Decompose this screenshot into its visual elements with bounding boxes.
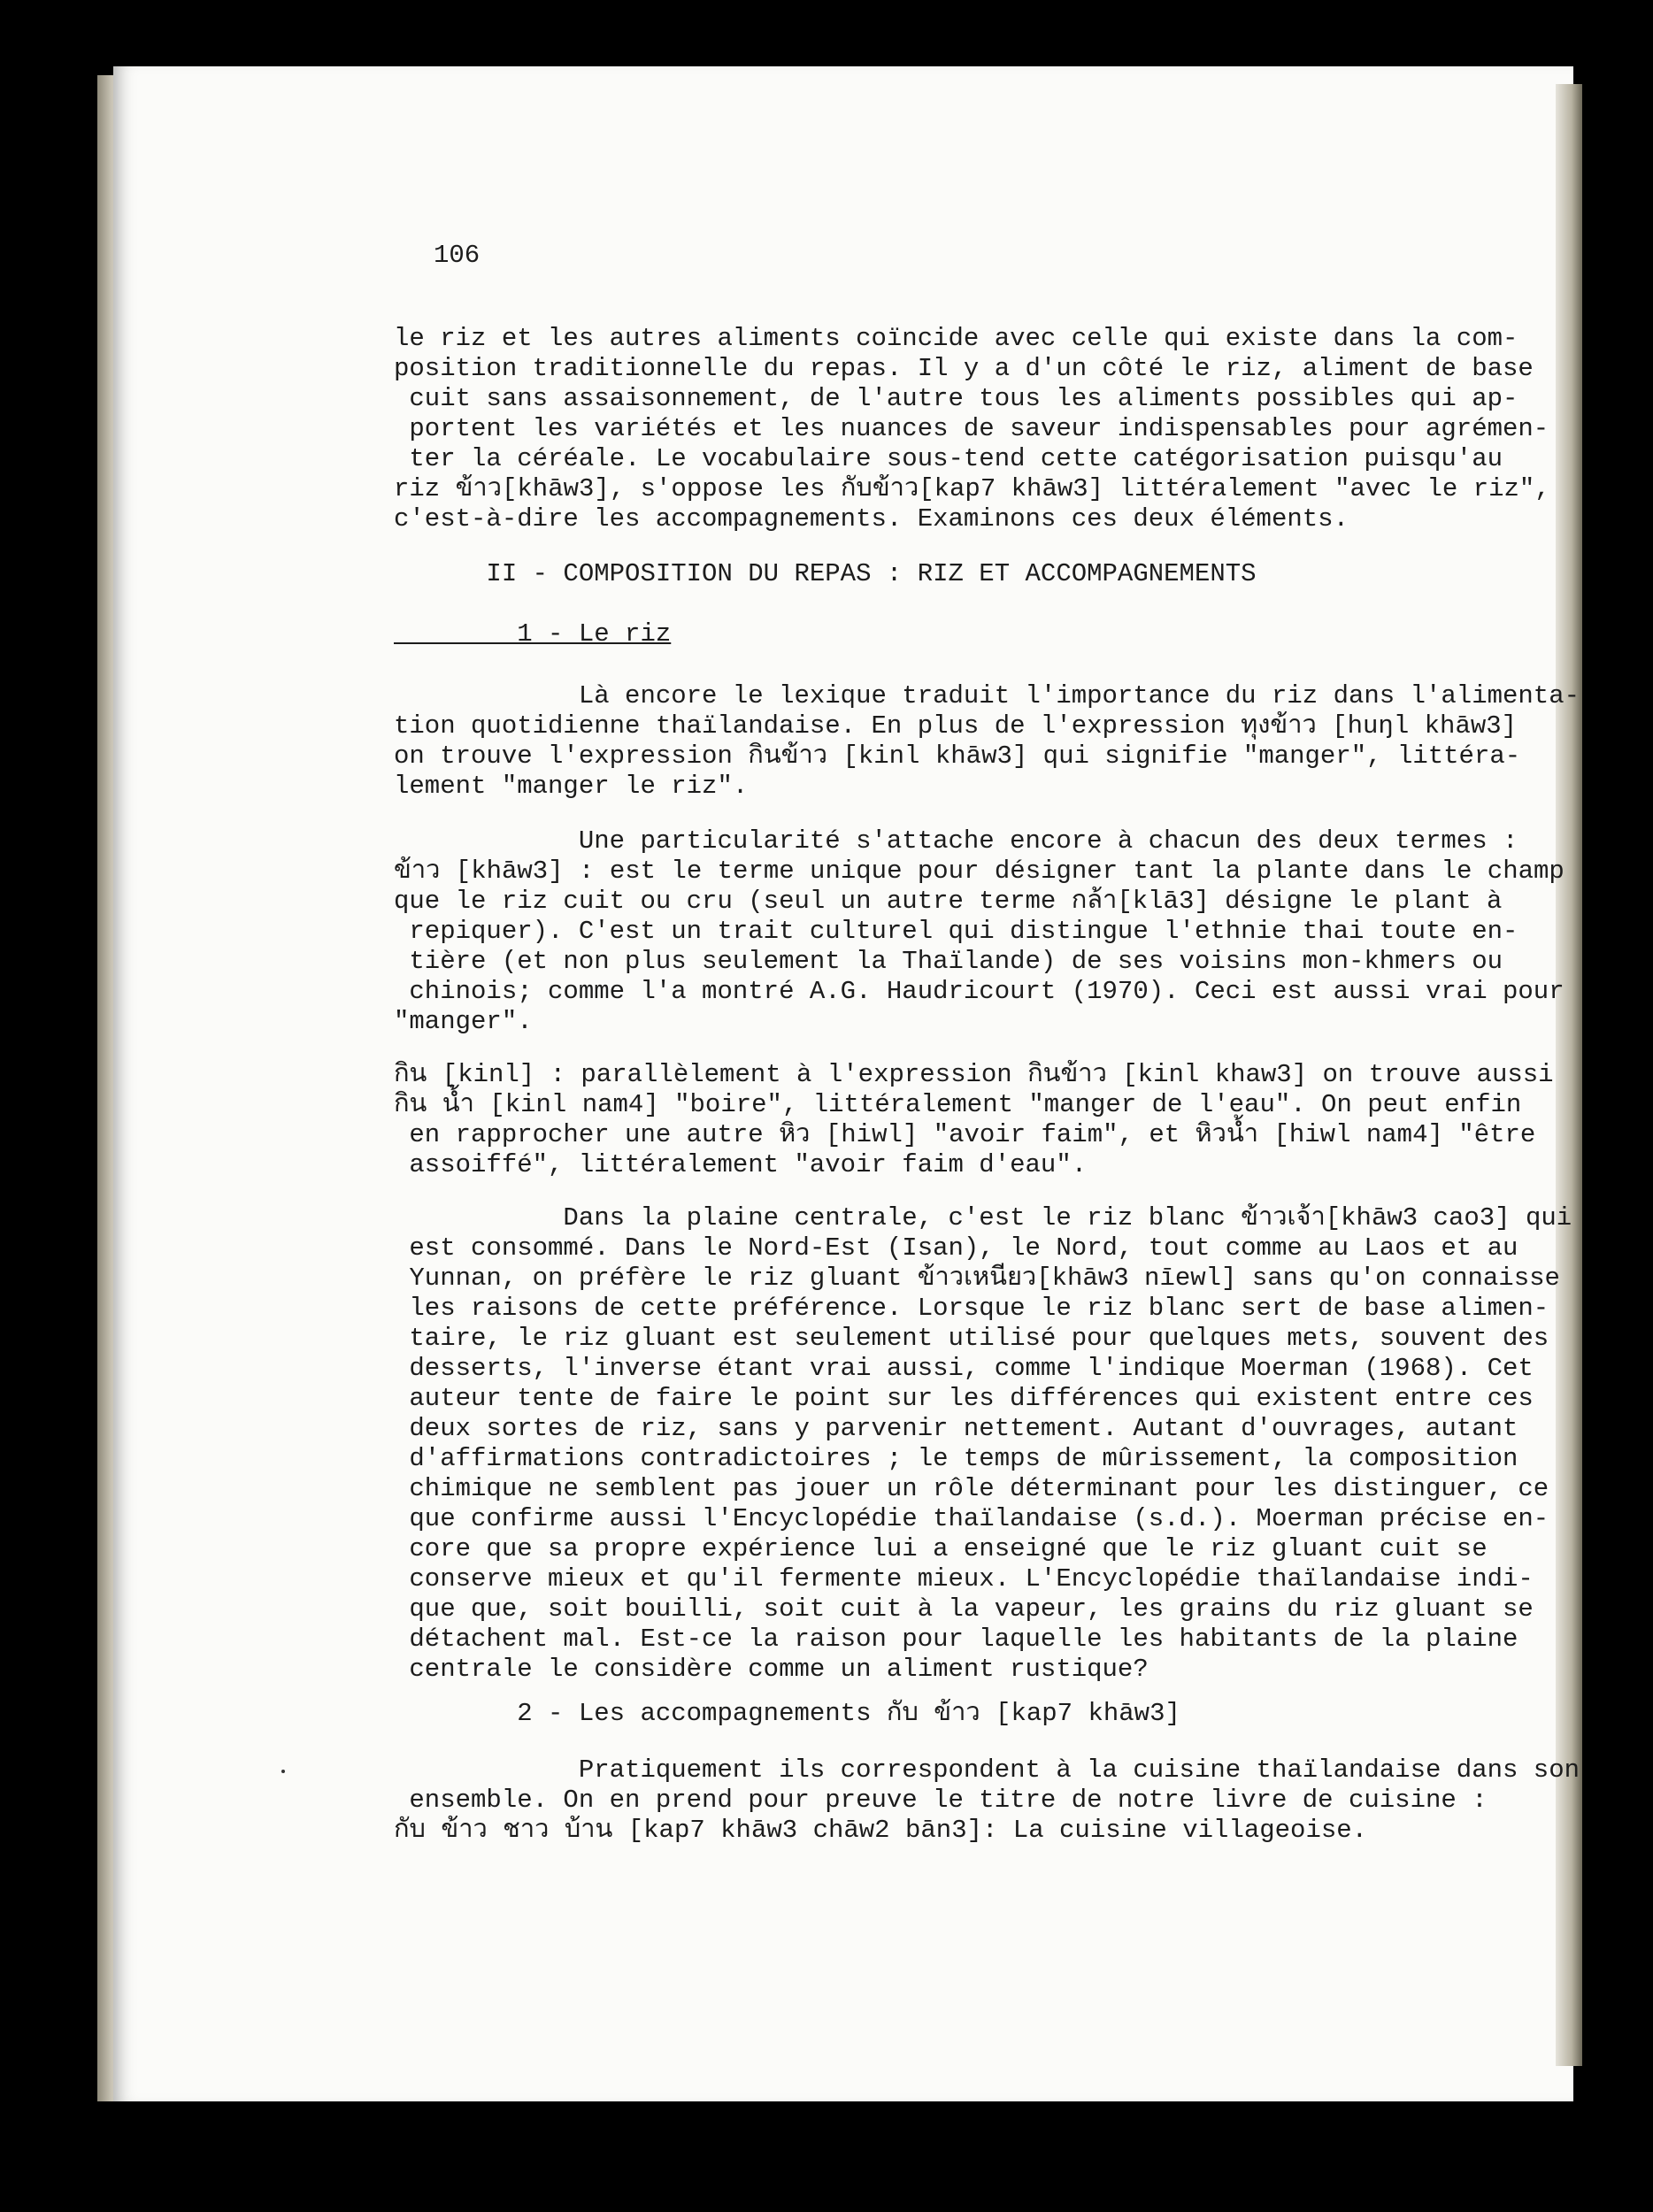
text-line: cuit sans assaisonnement, de l'autre tous les aliments possibles qui ap- [394, 384, 1518, 413]
text-line: taire, le riz gluant est seulement utilisé pour quelques mets, souvent des [394, 1324, 1549, 1353]
text-line: กิน [kinl] : parallèlement à l'expression กินข้าว [kinl khaw3] on trouve aussi [394, 1060, 1554, 1089]
text-line: tière (et non plus seulement la Thaïlande) de ses voisins mon-khmers ou [394, 947, 1503, 976]
text-line: centrale le considère comme un aliment rustique? [394, 1655, 1149, 1684]
text-line: Yunnan, on préfère le riz gluant ข้าวเหนียว[khāw3 nīewl] sans qu'on connaisse [394, 1263, 1560, 1293]
text-line: กิน น้ำ [kinl nam4] "boire", littéralement "manger de l'eau". On peut enfin [394, 1090, 1522, 1119]
stray-mark [281, 1770, 285, 1773]
text-line: conserve mieux et qu'il fermente mieux. L'Encyclopédie thaïlandaise indi- [394, 1564, 1534, 1594]
text-line: tion quotidienne thaïlandaise. En plus de l'expression ทุงข้าว [huŋl khāw3] [394, 711, 1518, 741]
subheading-le-riz: 1 - Le riz [394, 619, 672, 649]
text-line: les raisons de cette préférence. Lorsque le riz blanc sert de base alimen- [394, 1294, 1549, 1323]
text-line: riz ข้าว[khāw3], s'oppose les กับข้าว[kap7 khāw3] littéralement "avec le riz", [394, 474, 1550, 503]
text-line: Une particularité s'attache encore à chacun des deux termes : [394, 826, 1518, 856]
text-line: détachent mal. Est-ce la raison pour laquelle les habitants de la plaine [394, 1624, 1518, 1654]
text-line: que que, soit bouilli, soit cuit à la vapeur, les grains du riz gluant se [394, 1594, 1534, 1624]
text-line: d'affirmations contradictoires ; le temps de mûrissement, la composition [394, 1444, 1518, 1473]
text-line: en rapprocher une autre หิว [hiwl] "avoir faim", et หิวน้ำ [hiwl nam4] "être [394, 1120, 1536, 1149]
subheading-accompagnements: 2 - Les accompagnements กับ ข้าว [kap7 khāw3] [394, 1699, 1180, 1728]
text-line: le riz et les autres aliments coïncide avec celle qui existe dans la com- [394, 324, 1518, 353]
text-line: Pratiquement ils correspondent à la cuisine thaïlandaise dans son [394, 1755, 1580, 1785]
text-line: position traditionnelle du repas. Il y a d'un côté le riz, aliment de base [394, 354, 1534, 383]
text-line: ensemble. On en prend pour preuve le titre de notre livre de cuisine : [394, 1786, 1488, 1815]
text-line: lement "manger le riz". [394, 772, 749, 801]
text-line: c'est-à-dire les accompagnements. Examinons ces deux éléments. [394, 504, 1349, 534]
text-line: on trouve l'expression กินข้าว [kinl khāw3] qui signifie "manger", littéra- [394, 741, 1521, 771]
text-line: chinois; comme l'a montré A.G. Haudricourt (1970). Ceci est aussi vrai pour [394, 977, 1565, 1006]
text-line: repiquer). C'est un trait culturel qui distingue l'ethnie thai toute en- [394, 917, 1518, 946]
page-number: 106 [434, 241, 481, 270]
text-line: auteur tente de faire le point sur les différences qui existent entre ces [394, 1384, 1534, 1413]
text-line: Là encore le lexique traduit l'importance du riz dans l'alimenta- [394, 681, 1580, 710]
text-line: ter la céréale. Le vocabulaire sous-tend cette catégorisation puisqu'au [394, 444, 1503, 473]
text-line: core que sa propre expérience lui a enseigné que le riz gluant cuit se [394, 1534, 1488, 1563]
text-line: ข้าว [khāw3] : est le terme unique pour désigner tant la plante dans le champ [394, 856, 1565, 886]
text-line: que confirme aussi l'Encyclopédie thaïlandaise (s.d.). Moerman précise en- [394, 1504, 1549, 1533]
text-line: กับ ข้าว ชาว บ้าน [kap7 khāw3 chāw2 bān3]: La cuisine villageoise. [394, 1816, 1368, 1845]
text-line: Dans la plaine centrale, c'est le riz blanc ข้าวเจ้า[khāw3 cao3] qui [394, 1203, 1572, 1233]
section-heading: II - COMPOSITION DU REPAS : RIZ ET ACCOMPAGNEMENTS [394, 559, 1257, 588]
text-line: "manger". [394, 1007, 533, 1036]
text-line: desserts, l'inverse étant vrai aussi, comme l'indique Moerman (1968). Cet [394, 1354, 1534, 1383]
text-line: deux sortes de riz, sans y parvenir nettement. Autant d'ouvrages, autant [394, 1414, 1518, 1443]
text-line: assoiffé", littéralement "avoir faim d'eau". [394, 1150, 1088, 1179]
text-line: est consommé. Dans le Nord-Est (Isan), le Nord, tout comme au Laos et au [394, 1233, 1518, 1263]
text-line: que le riz cuit ou cru (seul un autre terme กล้า[klā3] désigne le plant à [394, 887, 1503, 916]
text-line: portent les variétés et les nuances de saveur indispensables pour agrémen- [394, 414, 1549, 443]
text-line: chimique ne semblent pas jouer un rôle déterminant pour les distinguer, ce [394, 1474, 1549, 1503]
